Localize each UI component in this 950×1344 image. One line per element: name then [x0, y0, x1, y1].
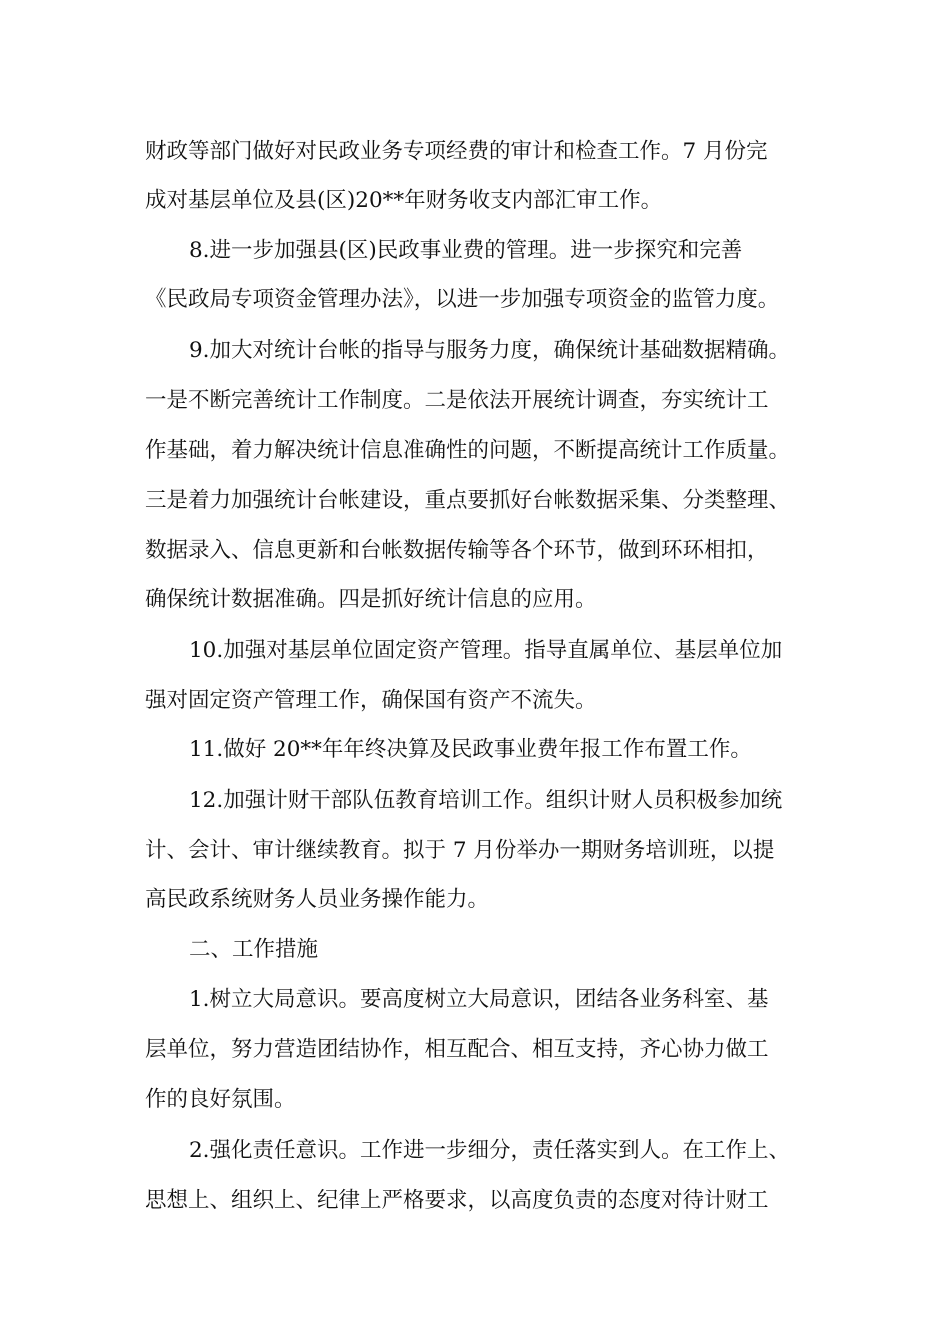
text-line: 思想上、组织上、纪律上严格要求，以高度负责的态度对待计财工 — [145, 1188, 769, 1213]
text-line: 计、会计、审计继续教育。拟于 7 月份举办一期财务培训班，以提 — [145, 838, 775, 863]
text-line: 财政等部门做好对民政业务专项经费的审计和检查工作。7 月份完 — [145, 139, 768, 164]
text-line: 确保统计数据准确。四是抓好统计信息的应用。 — [145, 587, 597, 612]
text-line: 11.做好 20**年年终决算及民政事业费年报工作布置工作。 — [189, 737, 752, 762]
text-line: 作的良好氛围。 — [145, 1087, 296, 1112]
text-line: 12.加强计财干部队伍教育培训工作。组织计财人员积极参加统 — [189, 788, 783, 813]
text-line: 10.加强对基层单位固定资产管理。指导直属单位、基层单位加 — [189, 638, 783, 663]
text-line: 成对基层单位及县(区)20**年财务收支内部汇审工作。 — [145, 188, 663, 213]
text-line: 三是着力加强统计台帐建设，重点要抓好台帐数据采集、分类整理、 — [145, 488, 791, 513]
text-line: 高民政系统财务人员业务操作能力。 — [145, 887, 490, 912]
text-line: 一是不断完善统计工作制度。二是依法开展统计调查，夯实统计工 — [145, 388, 769, 413]
text-line: 1.树立大局意识。要高度树立大局意识，团结各业务科室、基 — [189, 987, 769, 1012]
text-line: 层单位，努力营造团结协作，相互配合、相互支持，齐心协力做工 — [145, 1037, 769, 1062]
section-heading: 二、工作措施 — [189, 937, 319, 962]
text-line: 《民政局专项资金管理办法》，以进一步加强专项资金的监管力度。 — [145, 287, 780, 312]
text-line: 作基础，着力解决统计信息准确性的问题，不断提高统计工作质量。 — [145, 438, 791, 463]
text-line: 8.进一步加强县(区)民政事业费的管理。进一步探究和完善 — [189, 238, 743, 263]
text-line: 强对固定资产管理工作，确保国有资产不流失。 — [145, 688, 597, 713]
text-line: 9.加大对统计台帐的指导与服务力度，确保统计基础数据精确。 — [189, 338, 791, 363]
text-line: 数据录入、信息更新和台帐数据传输等各个环节，做到环环相扣， — [145, 538, 769, 563]
text-line: 2.强化责任意识。工作进一步细分，责任落实到人。在工作上、 — [189, 1138, 791, 1163]
